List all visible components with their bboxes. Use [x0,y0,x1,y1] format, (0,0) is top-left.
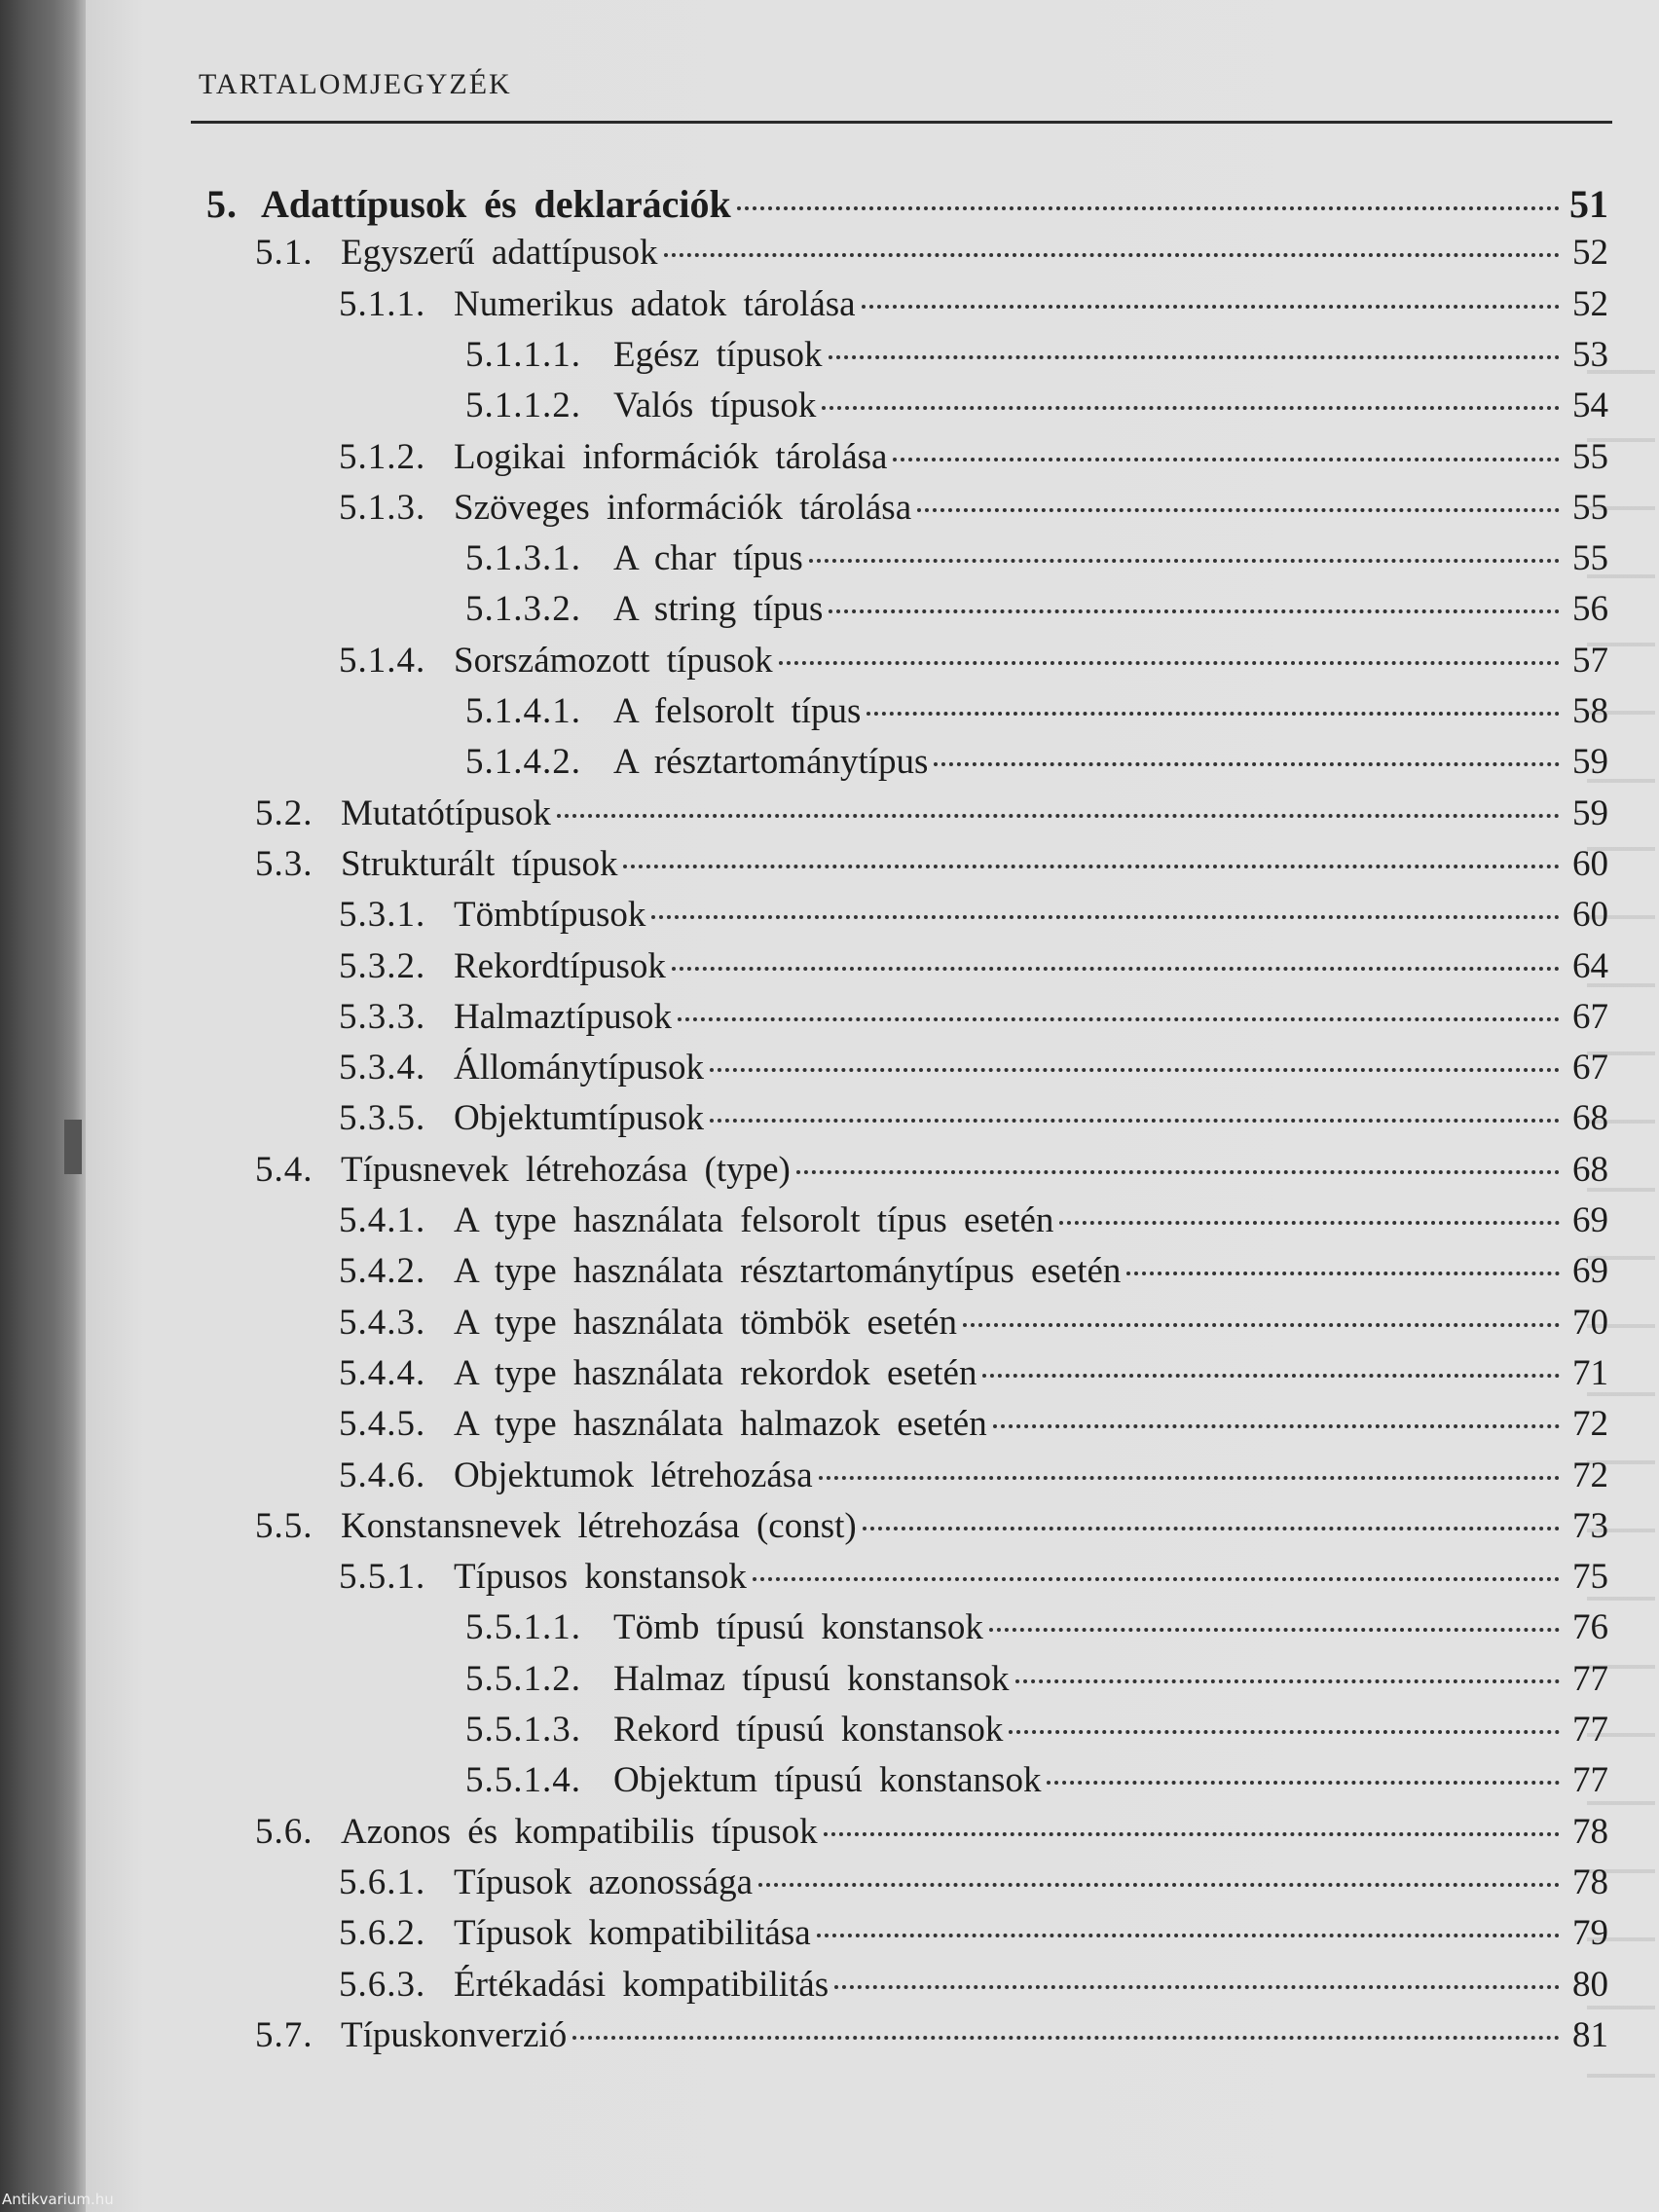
dot-leader [989,1628,1560,1632]
toc-entry-page: 55 [1572,538,1608,579]
dot-leader [664,253,1561,257]
toc-entry-page: 75 [1572,1557,1608,1598]
toc-entry-page: 68 [1572,1098,1608,1139]
toc-entry [339,487,1608,537]
toc-entry-title: Logikai információk tárolása [454,436,888,477]
toc-entry-page: 67 [1572,1048,1608,1088]
toc-entry-title: A type használata tömbök esetén [454,1302,957,1343]
toc-entry-page: 80 [1572,1964,1608,2005]
toc-entry-number: 5.4.6. [339,1455,426,1495]
toc-entry-number: 5.1.1.1. [465,334,581,375]
dot-leader [934,762,1560,766]
dot-leader [809,559,1560,563]
toc-entry [339,1862,1608,1912]
toc-entry-page: 59 [1572,742,1608,783]
toc-entry-title: Tömbtípusok [454,895,646,936]
toc-entry-title: Állománytípusok [454,1048,704,1088]
dot-leader [779,661,1560,665]
toc-entry [339,894,1608,944]
toc-entry-number: 5.1.4.1. [465,691,581,731]
toc-entry [465,1658,1608,1709]
toc-entry-page: 64 [1572,945,1608,986]
toc-entry-number: 5.6.1. [339,1862,426,1902]
toc-entry-title: A type használata felsorolt típus esetén [454,1200,1054,1240]
dot-leader [917,508,1560,512]
toc-entry [255,1149,1608,1199]
toc-entry-page: 76 [1572,1607,1608,1648]
dot-leader [1059,1221,1560,1225]
toc-entry-number: 5.5. [255,1505,313,1546]
toc-entry [206,181,1608,232]
toc-entry-page: 70 [1572,1302,1608,1343]
dot-leader [796,1170,1560,1174]
toc-entry-number: 5.3.1. [339,895,426,936]
dot-leader [758,1883,1560,1887]
dot-leader [982,1374,1560,1378]
dot-leader [866,712,1560,716]
toc-entry-page: 60 [1572,843,1608,884]
toc-entry-number: 5.3.5. [339,1098,426,1139]
toc-entry-number: 5.4. [255,1149,313,1190]
toc-entry-title: Objektumtípusok [454,1098,704,1139]
toc-entry-number: 5. [206,182,238,226]
toc-entry [465,588,1608,639]
dot-leader [1047,1781,1560,1785]
watermark: Antikvarium.hu [2,2191,114,2208]
toc-entry-page: 72 [1572,1455,1608,1495]
toc-entry-page: 71 [1572,1352,1608,1393]
toc-entry-number: 5.6. [255,1811,313,1852]
toc-entry [339,1455,1608,1505]
toc-entry-number: 5.7. [255,2014,313,2055]
toc-entry [339,1403,1608,1454]
toc-entry-title: Objektumok létrehozása [454,1455,813,1495]
toc-entry-number: 5.1. [255,233,313,274]
toc-entry-page: 72 [1572,1404,1608,1445]
toc-entry-number: 5.6.2. [339,1913,426,1954]
toc-entry-title: A type használata halmazok esetén [454,1404,987,1445]
toc-entry [465,1759,1608,1810]
dot-leader [1015,1679,1560,1683]
toc-entry-number: 5.6.3. [339,1964,426,2005]
running-header: TARTALOMJEGYZÉK [199,68,512,100]
toc-entry-number: 5.1.3. [339,487,426,528]
toc-entry-page: 77 [1572,1760,1608,1801]
toc-entry [339,1352,1608,1403]
toc-entry-number: 5.1.4.2. [465,742,581,783]
dot-leader [678,1017,1560,1021]
toc-entry-page: 56 [1572,589,1608,630]
toc-entry [255,2014,1608,2065]
toc-entry [339,1556,1608,1606]
toc-entry-title: Értékadási kompatibilitás [454,1964,830,2005]
toc-entry-title: Halmaz típusú konstansok [613,1658,1010,1699]
toc-entry [255,1811,1608,1862]
toc-entry [339,1199,1608,1250]
toc-entry-number: 5.3.4. [339,1048,426,1088]
toc-entry [339,1047,1608,1097]
toc-entry-title: Típusnevek létrehozása (type) [341,1149,791,1190]
dot-leader [829,609,1560,613]
toc-entry-page: 69 [1572,1200,1608,1240]
toc-entry-title: Típusos konstansok [454,1557,747,1598]
toc-entry [465,741,1608,792]
toc-entry [339,1912,1608,1963]
dot-leader [893,458,1560,461]
toc-entry-title: A string típus [613,589,824,630]
toc-entry [465,1606,1608,1657]
toc-entry-title: Numerikus adatok tárolása [454,283,856,324]
toc-entry-number: 5.1.4. [339,640,426,681]
toc-entry-page: 68 [1572,1149,1608,1190]
toc-entry [339,996,1608,1047]
dot-leader [993,1424,1560,1428]
toc-entry [339,640,1608,690]
toc-entry-page: 79 [1572,1913,1608,1954]
toc-entry-title: Rekord típusú konstansok [613,1710,1004,1750]
dot-leader [710,1119,1560,1123]
toc-entry [465,690,1608,741]
toc-entry-title: Típuskonverzió [341,2014,568,2055]
toc-entry-title: Adattípusok és deklarációk [261,182,731,226]
dot-leader [829,355,1560,359]
toc-entry-number: 5.5.1. [339,1557,426,1598]
toc-entry-page: 78 [1572,1862,1608,1902]
toc-entry-page: 81 [1572,2014,1608,2055]
toc-entry-title: Azonos és kompatibilis típusok [341,1811,818,1852]
dot-leader [824,1832,1560,1836]
dot-leader [623,865,1560,868]
toc-entry-number: 5.1.2. [339,436,426,477]
toc-entry-title: Mutatótípusok [341,793,551,833]
toc-entry-number: 5.4.5. [339,1404,426,1445]
toc-entry-title: Objektum típusú konstansok [613,1760,1042,1801]
toc-entry-page: 52 [1572,233,1608,274]
toc-entry-page: 59 [1572,793,1608,833]
toc-entry [339,436,1608,487]
toc-entry [465,1709,1608,1759]
toc-entry-page: 67 [1572,996,1608,1037]
dot-leader [817,1934,1560,1937]
dot-leader [822,406,1560,410]
toc-entry-page: 52 [1572,283,1608,324]
toc-entry-page: 55 [1572,487,1608,528]
toc-entry [465,537,1608,588]
dot-leader [572,2036,1560,2040]
toc-entry [339,1250,1608,1301]
dot-leader [963,1323,1560,1327]
toc-entry-number: 5.1.1.2. [465,386,581,426]
dot-leader [651,915,1560,919]
toc-entry [339,945,1608,996]
toc-entry [255,843,1608,894]
toc-entry-number: 5.4.2. [339,1251,426,1292]
toc-entry-number: 5.3. [255,843,313,884]
dot-leader [557,814,1560,818]
toc-entry-title: A résztartománytípus [613,742,929,783]
toc-entry-number: 5.4.1. [339,1200,426,1240]
toc-entry-title: Valós típusok [613,386,817,426]
toc-entry [339,1964,1608,2014]
toc-entry-title: Konstansnevek létrehozása (const) [341,1505,857,1546]
toc-entry-title: Strukturált típusok [341,843,618,884]
toc-entry-number: 5.5.1.4. [465,1760,581,1801]
dot-leader [753,1577,1560,1581]
toc-entry-title: A type használata résztartománytípus esetén [454,1251,1122,1292]
toc-entry-number: 5.4.3. [339,1302,426,1343]
dot-leader [862,305,1560,309]
toc-entry-page: 53 [1572,334,1608,375]
toc-entry [255,232,1608,282]
toc-entry-number: 5.1.3.2. [465,589,581,630]
toc-entry [465,385,1608,435]
dot-leader [1126,1272,1560,1275]
toc-entry-page: 58 [1572,691,1608,731]
toc-entry-page: 57 [1572,640,1608,681]
toc-entry-title: Sorszámozott típusok [454,640,773,681]
toc-entry-number: 5.3.3. [339,996,426,1037]
toc-entry-number: 5.2. [255,793,313,833]
toc-entry-page: 73 [1572,1505,1608,1546]
dot-leader [819,1476,1560,1480]
dot-leader [1009,1730,1560,1734]
toc-entry-title: Típusok azonossága [454,1862,754,1902]
toc-entry-page: 51 [1569,182,1608,226]
toc-entry-title: Típusok kompatibilitása [454,1913,811,1954]
toc-entry-title: Halmaztípusok [454,996,673,1037]
toc-entry-number: 5.1.1. [339,283,426,324]
toc-entry-page: 55 [1572,436,1608,477]
toc-entry-title: Szöveges információk tárolása [454,487,912,528]
dot-leader [710,1068,1560,1072]
toc-entry [255,1505,1608,1556]
toc-entry-page: 77 [1572,1710,1608,1750]
toc-entry-page: 77 [1572,1658,1608,1699]
toc-entry [339,283,1608,334]
dot-leader [737,206,1560,210]
toc-entry-page: 54 [1572,386,1608,426]
toc-entry-page: 60 [1572,895,1608,936]
toc-entry-title: A char típus [613,538,803,579]
dot-leader [672,967,1560,971]
toc-entry-page: 78 [1572,1811,1608,1852]
toc-entry-title: A felsorolt típus [613,691,862,731]
dot-leader [863,1527,1560,1530]
toc-entry-number: 5.5.1.1. [465,1607,581,1648]
toc-entry-title: Egész típusok [613,334,823,375]
toc-entry-number: 5.1.3.1. [465,538,581,579]
toc-entry-number: 5.5.1.2. [465,1658,581,1699]
toc-entry-number: 5.4.4. [339,1352,426,1393]
toc-entry [465,334,1608,385]
toc-entry [339,1302,1608,1352]
toc-entry-page: 69 [1572,1251,1608,1292]
toc-entry-title: A type használata rekordok esetén [454,1352,977,1393]
toc-entry-number: 5.5.1.3. [465,1710,581,1750]
toc-entry [339,1097,1608,1148]
toc-entry-title: Egyszerű adattípusok [341,233,658,274]
dot-leader [834,1985,1560,1989]
toc-entry-number: 5.3.2. [339,945,426,986]
toc-entry [255,793,1608,843]
toc-entry-title: Rekordtípusok [454,945,666,986]
toc-entry-title: Tömb típusú konstansok [613,1607,983,1648]
